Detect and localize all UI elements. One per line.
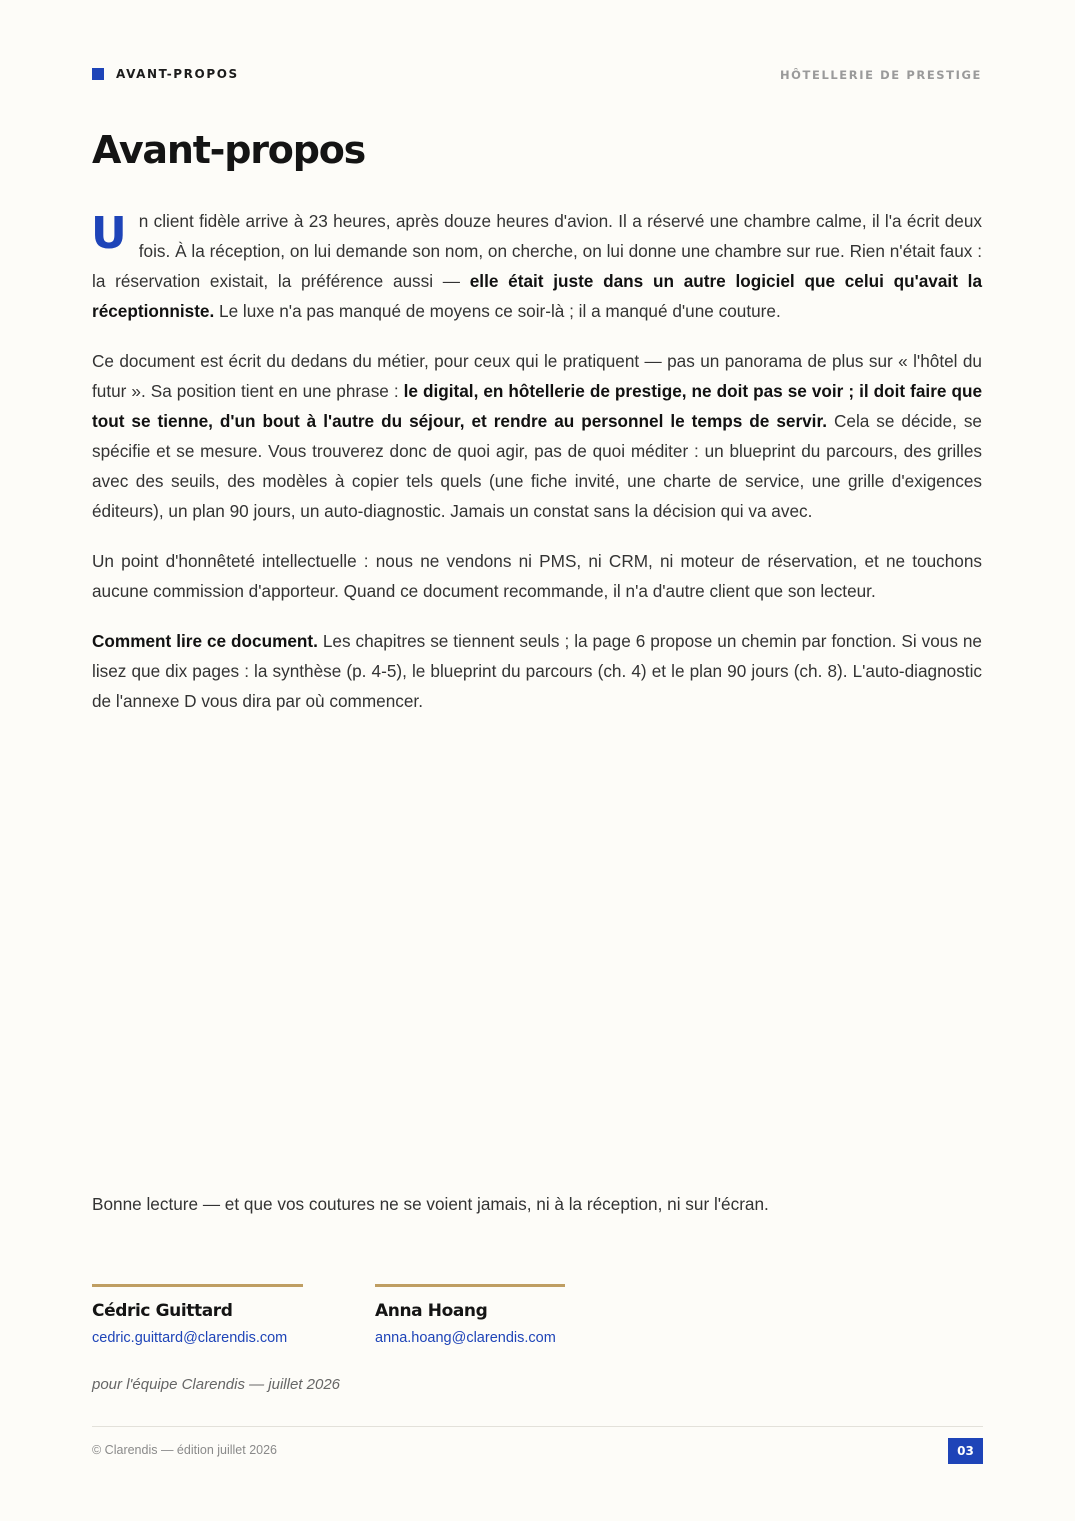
running-header-section — [92, 67, 239, 81]
signature-rule — [92, 1284, 303, 1287]
page-title: Avant-propos — [92, 128, 366, 172]
closing-line: Bonne lecture — et que vos coutures ne se voient jamais, ni à la réception, ni sur l'écran. — [92, 1194, 769, 1214]
paragraph-text: Cela se décide, se spécifie et se mesure. Vous trouverez donc de quoi agir, pas de quoi méditer : un blueprint du parcours, des grilles avec des seuils, des modèles à copier tels quels (une fiche invité, une charte de service, une grille d'exigences éditeurs), un plan 90 jours, un auto-diagnostic. Jamais un constat sans la décision qui va avec. — [92, 411, 982, 522]
paragraph-text: Ce document est écrit du dedans du métier, pour ceux qui le pratiquent — pas un panorama de plus sur « l'hôtel du futur ». Sa position tient en une phrase : — [92, 350, 982, 401]
paragraph-text: Le luxe n'a pas manqué de moyens ce soir-là ; il a manqué d'une couture. — [214, 301, 781, 322]
signature-rule — [375, 1284, 565, 1287]
paragraph-text: Les chapitres se tiennent seuls ; la page 6 propose un chemin par fonction. Si vous ne lisez que dix pages : la synthèse (p. 4-5), le blueprint du parcours (ch. 4) et le plan 90 jours (ch. 8). L'auto-diagnostic de l'annexe D vous dira par où commencer. — [92, 630, 982, 711]
page-number-badge: 03 — [948, 1438, 983, 1464]
author-name: Cédric Guittard — [92, 1301, 233, 1321]
author-name: Anna Hoang — [375, 1301, 488, 1321]
paragraph-emphasis: elle était juste dans un autre logiciel que celui qu'avait la réceptionniste. — [92, 271, 982, 322]
footer-divider — [92, 1426, 983, 1427]
paragraph-how-to-read — [92, 626, 982, 716]
footer-copyright: © Clarendis — édition juillet 2026 — [92, 1443, 278, 1457]
author-email-link[interactable]: anna.hoang@clarendis.com — [375, 1330, 556, 1346]
author-email-link[interactable]: cedric.guittard@clarendis.com — [92, 1330, 288, 1346]
paragraph-honesty — [92, 546, 982, 606]
section-marker-icon — [92, 68, 104, 80]
paragraph-position — [92, 346, 982, 527]
body-text — [92, 206, 982, 735]
signature-block — [92, 1284, 303, 1346]
publication-label: HÔTELLERIE DE PRESTIGE — [779, 68, 982, 82]
paragraph-text: Un point d'honnêteté intellectuelle : nous ne vendons ni PMS, ni CRM, ni moteur de réservation, et ne touchons aucune commission d'apporteur. Quand ce document recommande, il n'a d'autre client que son lecteur. — [92, 550, 982, 602]
paragraph-text: n client fidèle arrive à 23 heures, après douze heures d'avion. Il a réservé une chambre calme, il l'a écrit deux fois. À la réception, on lui demande son nom, on cherche, on lui donne une chambre sur rue. Rien n'était faux : la réservation existait, la préférence aussi — — [92, 211, 982, 292]
paragraph-emphasis: le digital, en hôtellerie de prestige, ne doit pas se voir ; il doit faire que tout se tienne, d'un bout à l'autre du séjour, et rendre au personnel le temps de servir. — [92, 380, 983, 432]
paragraph-intro — [92, 206, 982, 326]
signature-block — [375, 1284, 565, 1346]
paragraph-emphasis: Comment lire ce document. — [92, 630, 318, 651]
drop-cap: U — [91, 208, 127, 259]
section-label: AVANT-PROPOS — [116, 67, 239, 81]
team-line: pour l'équipe Clarendis — juillet 2026 — [92, 1376, 341, 1393]
